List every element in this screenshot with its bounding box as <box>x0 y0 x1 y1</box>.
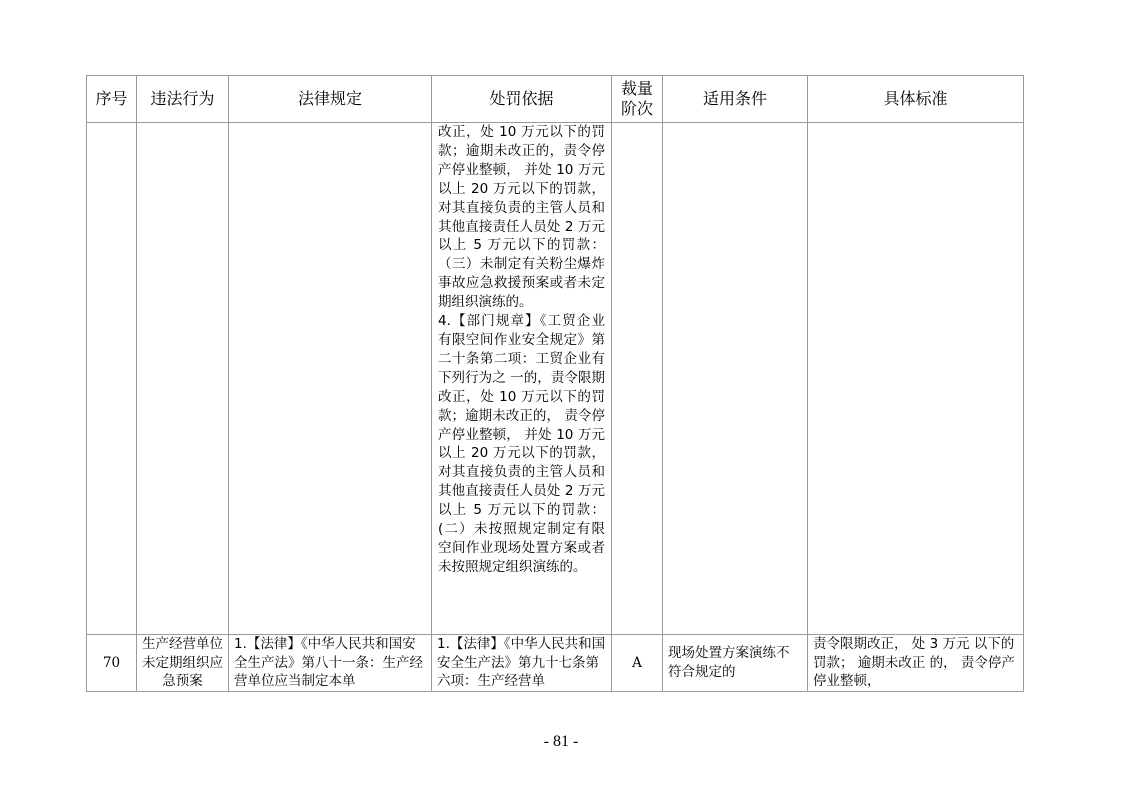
cell-empty <box>229 123 432 635</box>
table-row <box>87 123 1024 635</box>
row-law: 1.【法律】《中华人民共和国安全生产法》第八十一条：生产经营单位应当制定本单 <box>229 635 432 692</box>
row-standard: 责令限期改正， 处 3 万元 以下的罚款； 逾期未改正 的， 责令停产停业整顿， <box>808 635 1024 692</box>
header-law: 法律规定 <box>229 76 432 123</box>
page-number: - 81 - <box>543 733 579 750</box>
row-level: A <box>612 635 663 692</box>
row-behavior: 生产经营单位未定期组织应急预案 <box>137 635 229 692</box>
basis-paragraph: 4.【部门规章】《工贸企业有限空间作业安全规定》第二十条第二项：工贸企业有下列行为之 一的，责令限期改正，处 10 万元以下的罚款；逾期未改正的， 责令停产停业整顿， 并处 10 万元以上 20 万元以下的罚款，对其直接负责的主管人员和其他直接责任人员处 2 万元以上 5 万元以下的罚款：(二）未按照规定制定有限空间作业现场处置方案或者未按照规定组织演练的。 <box>438 313 605 575</box>
header-level <box>612 76 663 123</box>
header-level-line1: 裁量 <box>620 79 653 98</box>
header-behavior: 违法行为 <box>137 76 229 123</box>
cell-empty <box>612 123 663 635</box>
row-condition: 现场处置方案演练不符合规定的 <box>663 635 808 692</box>
cell-empty <box>663 123 808 635</box>
header-basis: 处罚依据 <box>432 76 612 123</box>
header-row <box>87 76 1024 123</box>
cell-empty <box>808 123 1024 635</box>
header-level-line2: 阶次 <box>620 99 653 118</box>
header-standard: 具体标准 <box>808 76 1024 123</box>
cell-empty <box>87 123 137 635</box>
basis-paragraph: 改正，处 10 万元以下的罚款；逾期未改正的，责令停产停业整顿， 并处 10 万元以上 20 万元以下的罚款，对其直接负责的主管人员和其他直接责任人员处 2 万元以上 5 万元以下的罚款：（三）未制定有关粉尘爆炸事故应急救援预案或者未定期组织演练的。 <box>438 124 605 311</box>
basis-continuation-cell <box>432 123 612 635</box>
table-row <box>87 635 1024 692</box>
row-basis: 1.【法律】《中华人民共和国安全生产法》第九十七条第六项：生产经营单 <box>432 635 612 692</box>
cell-empty <box>137 123 229 635</box>
header-seq: 序号 <box>87 76 137 123</box>
header-condition: 适用条件 <box>663 76 808 123</box>
row-seq: 70 <box>87 635 137 692</box>
penalty-standard-table <box>86 75 1024 692</box>
